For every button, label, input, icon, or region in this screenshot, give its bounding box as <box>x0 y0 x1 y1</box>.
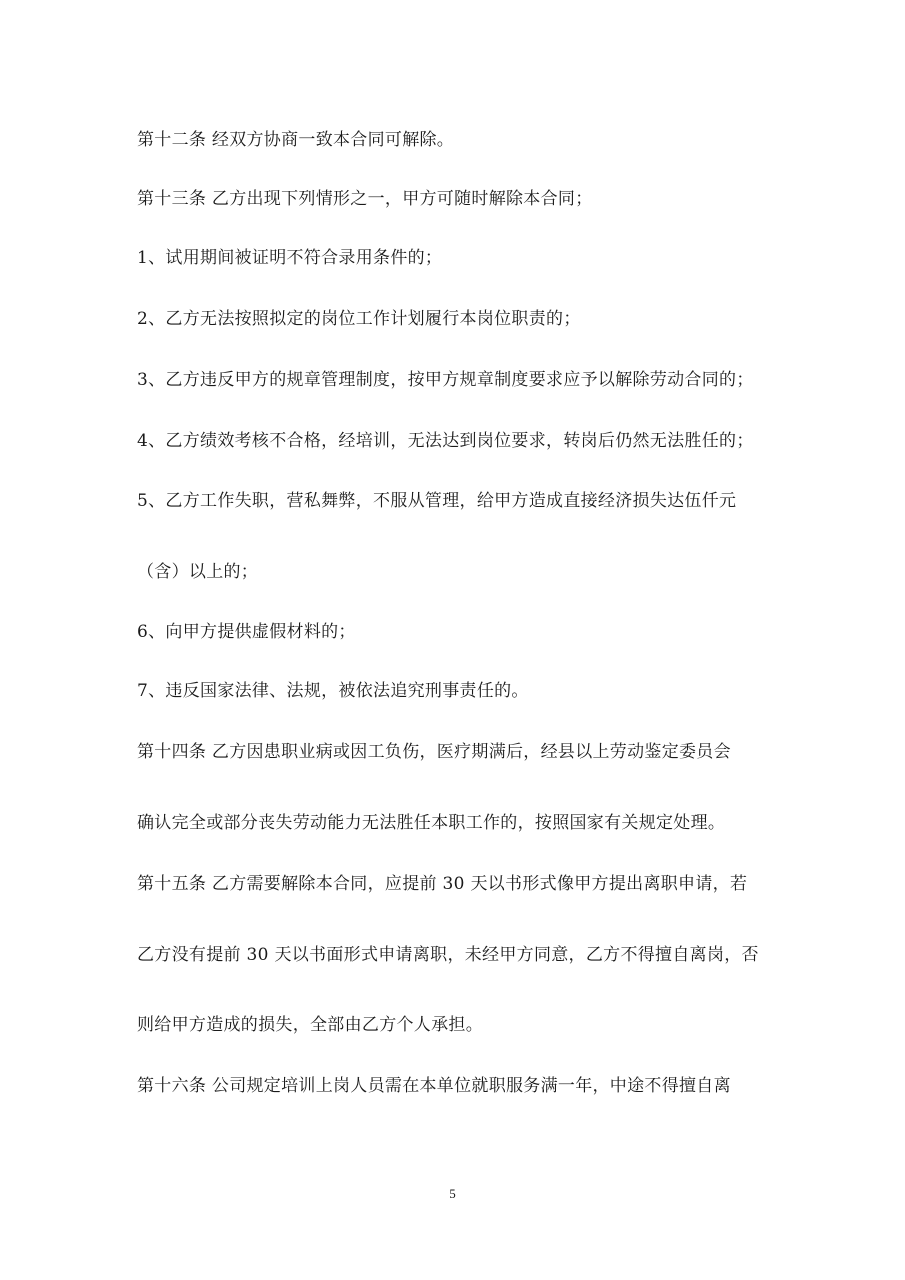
clause-item-5: 5、乙方工作失职，营私舞弊，不服从管理，给甲方造成直接经济损失达伍仟元 <box>137 491 737 511</box>
clause-item-4: 4、乙方绩效考核不合格，经培训，无法达到岗位要求，转岗后仍然无法胜任的； <box>137 431 754 451</box>
article-16-line: 第十六条 公司规定培训上岗人员需在本单位就职服务满一年，中途不得擅自离 <box>137 1076 731 1096</box>
clause-item-6: 6、向甲方提供虚假材料的； <box>137 622 356 642</box>
article-15-line: 第十五条 乙方需要解除本合同，应提前 30 天以书形式像甲方提出离职申请，若 <box>137 874 748 894</box>
article-15-continued-1: 乙方没有提前 30 天以书面形式申请离职，未经甲方同意，乙方不得擅自离岗，否 <box>137 945 759 965</box>
clause-item-5-continued: （含）以上的； <box>137 562 259 582</box>
clause-item-2: 2、乙方无法按照拟定的岗位工作计划履行本岗位职责的； <box>137 309 581 329</box>
clause-item-3: 3、乙方违反甲方的规章管理制度，按甲方规章制度要求应予以解除劳动合同的； <box>137 370 754 390</box>
clause-item-7: 7、违反国家法律、法规，被依法追究刑事责任的。 <box>137 681 529 701</box>
clause-item-1: 1、试用期间被证明不符合录用条件的； <box>137 248 443 268</box>
article-12-line: 第十二条 经双方协商一致本合同可解除。 <box>137 130 455 150</box>
article-13-line: 第十三条 乙方出现下列情形之一，甲方可随时解除本合同； <box>137 189 593 209</box>
page-number: 5 <box>449 1186 456 1201</box>
article-14-continued: 确认完全或部分丧失劳动能力无法胜任本职工作的，按照国家有关规定处理。 <box>137 813 726 833</box>
article-14-line: 第十四条 乙方因患职业病或因工负伤，医疗期满后，经县以上劳动鉴定委员会 <box>137 742 731 762</box>
article-15-continued-2: 则给甲方造成的损失，全部由乙方个人承担。 <box>137 1015 483 1035</box>
